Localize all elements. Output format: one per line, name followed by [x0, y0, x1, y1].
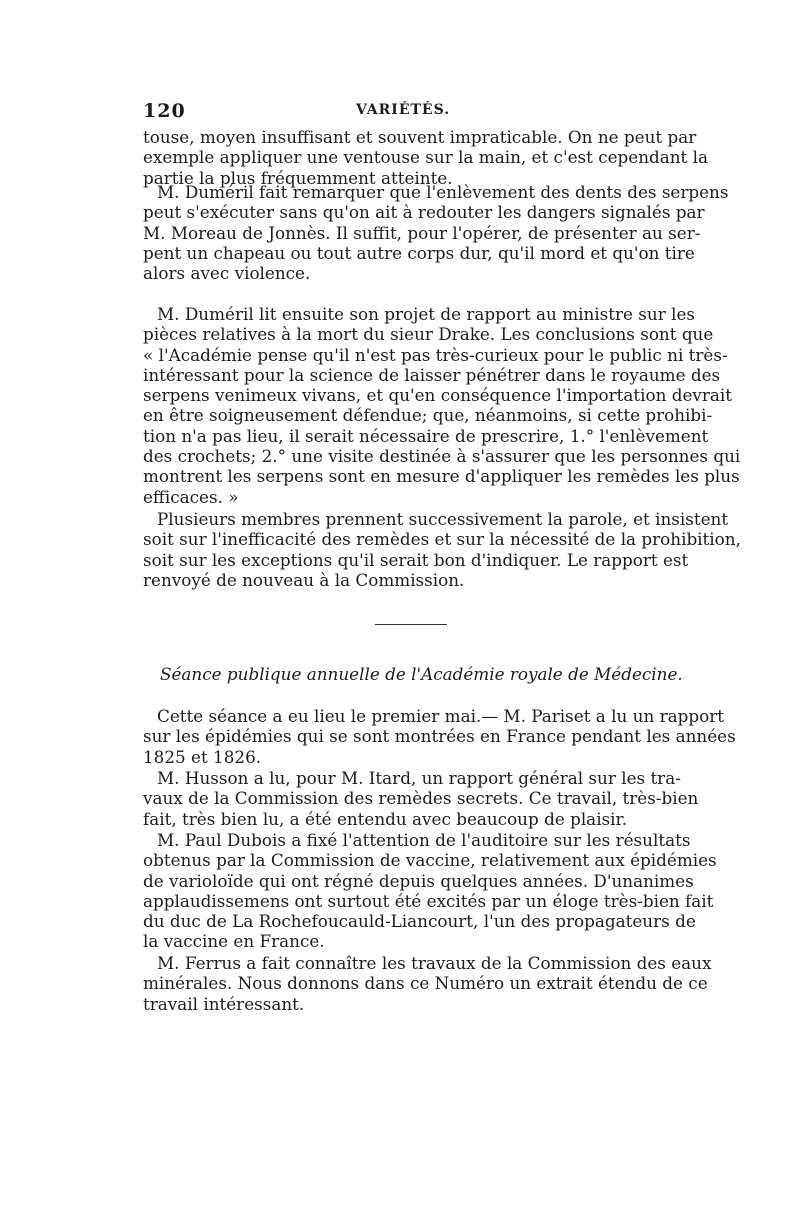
text-line: intéressant pour la science de laisser pénétrer dans le royaume des	[143, 364, 721, 385]
text-line: vaux de la Commission des remèdes secrets. Ce travail, très-bien	[143, 788, 699, 809]
text-line: soit sur l'inefficacité des remèdes et sur la nécessité de la prohibition,	[143, 529, 741, 550]
text-line: serpens venimeux vivans, et qu'en conséquence l'importation devrait	[143, 385, 733, 406]
text-line: M. Ferrus a fait connaître les travaux de la Commission des eaux	[157, 953, 712, 973]
text-line: « l'Académie pense qu'il n'est pas très-curieux pour le public ni très-	[143, 344, 728, 365]
text-line: des crochets; 2.° une visite destinée à s'assurer que les personnes qui	[143, 446, 741, 467]
text-line: obtenus par la Commission de vaccine, relativement aux épidémies	[143, 850, 717, 871]
paragraph-dumeril-dents	[143, 182, 729, 284]
paragraph-plusieurs-membres	[143, 509, 741, 590]
text-line: montrent les serpens sont en mesure d'appliquer les remèdes les plus	[143, 466, 740, 487]
text-line: Cette séance a eu lieu le premier mai.— M. Pariset a lu un rapport	[157, 706, 724, 726]
text-line: partie la plus fréquemment atteinte.	[143, 167, 453, 188]
text-line: renvoyé de nouveau à la Commission.	[143, 569, 465, 590]
text-line: alors avec violence.	[143, 263, 311, 284]
text-line: de varioloïde qui ont régné depuis quelques années. D'unanimes	[143, 870, 694, 891]
paragraph-dumeril-rapport	[143, 304, 741, 507]
text-line: minérales. Nous donnons dans ce Numéro un extrait étendu de ce	[143, 973, 708, 994]
text-line: tion n'a pas lieu, il serait nécessaire de prescrire, 1.° l'enlèvement	[143, 425, 709, 446]
text-line: M. Duméril lit ensuite son projet de rapport au ministre sur les	[157, 304, 695, 324]
text-line: 1825 et 1826.	[143, 746, 262, 767]
text-line: applaudissemens ont surtout été excités par un éloge très-bien fait	[143, 890, 714, 911]
text-line: pièces relatives à la mort du sieur Drake. Les conclusions sont que	[143, 324, 714, 345]
text-line: peut s'exécuter sans qu'on ait à redouter les dangers signalés par	[143, 202, 705, 223]
text-line: M. Paul Dubois a fixé l'attention de l'auditoire sur les résultats	[157, 830, 691, 850]
paragraph-ferrus	[143, 953, 712, 1014]
paragraph-dubois	[143, 830, 717, 952]
paragraph-seance-pariset	[143, 706, 736, 767]
section-divider-rule	[375, 624, 447, 625]
text-line: exemple appliquer une ventouse sur la main, et c'est cependant la	[143, 147, 709, 168]
text-line: pent un chapeau ou tout autre corps dur, qu'il mord et qu'on tire	[143, 242, 695, 263]
text-line: M. Husson a lu, pour M. Itard, un rapport général sur les tra-	[157, 768, 681, 788]
text-line: en être soigneusement défendue; que, néanmoins, si cette prohibi-	[143, 405, 713, 426]
text-line: Plusieurs membres prennent successivement la parole, et insistent	[157, 509, 729, 529]
section-heading: Séance publique annuelle de l'Académie royale de Médecine.	[160, 664, 683, 684]
page-number: 120	[143, 100, 186, 122]
page-header	[143, 100, 663, 122]
text-line: M. Moreau de Jonnès. Il suffit, pour l'opérer, de présenter au ser-	[143, 222, 701, 243]
text-line: du duc de La Rochefoucauld-Liancourt, l'un des propagateurs de	[143, 911, 696, 932]
text-line: touse, moyen insuffisant et souvent impraticable. On ne peut par	[143, 127, 697, 147]
text-line: travail intéressant.	[143, 993, 305, 1014]
text-line: soit sur les exceptions qu'il serait bon d'indiquer. Le rapport est	[143, 549, 689, 570]
text-line: la vaccine en France.	[143, 931, 325, 952]
paragraph-husson	[143, 768, 699, 829]
text-line: M. Duméril fait remarquer que l'enlèvement des dents des serpens	[157, 182, 729, 202]
text-line: sur les épidémies qui se sont montrées en France pendant les années	[143, 726, 736, 747]
running-head: VARIÉTÉS.	[356, 102, 451, 118]
paragraph-ventouse-continuation	[143, 127, 709, 188]
text-line: efficaces. »	[143, 486, 239, 507]
text-line: fait, très bien lu, a été entendu avec beaucoup de plaisir.	[143, 808, 628, 829]
